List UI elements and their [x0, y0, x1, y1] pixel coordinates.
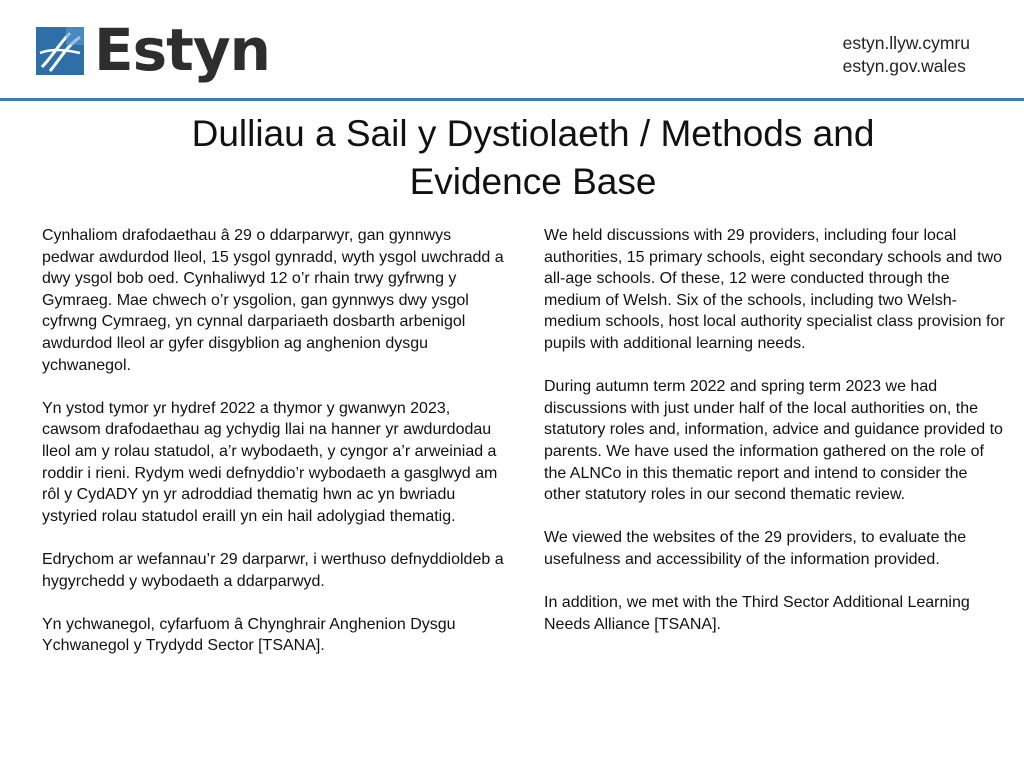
- header-divider: [0, 98, 1024, 101]
- welsh-paragraph: Cynhaliom drafodaethau â 29 o ddarparwyr, gan gynnwys pedwar awdurdod lleol, 15 ysgol gynradd, wyth ysgol uwchradd a dwy ysgol bob oed. Cynhaliwyd 12 o’r rhain trwy gyfrwng y Gymraeg. Mae chwech o’r ysgolion, gan gynnwys dwy ysgol cyfrwng Cymraeg, yn cynnal darpariaeth dosbarth arbenigol awdurdod lleol ar gyfer disgyblion ag anghenion dysgu ychwanegol.: [42, 227, 504, 374]
- page-title-line-2: Evidence Base: [409, 161, 657, 202]
- header: [0, 0, 1024, 100]
- estyn-logo[interactable]: [36, 16, 270, 86]
- english-paragraph: In addition, we met with the Third Sector Additional Learning Needs Alliance [TSANA].: [544, 594, 970, 633]
- estyn-logo-mark-icon: [36, 27, 84, 75]
- site-urls: [843, 32, 970, 78]
- english-paragraph: We held discussions with 29 providers, including four local authorities, 15 primary schools, eight secondary schools and two all-age schools. Of these, 12 were conducted through the medium of Welsh. Six of the schools, including two Welsh-medium schools, host local authority specialist class provision for pupils with additional learning needs.: [544, 227, 1005, 352]
- url-welsh[interactable]: estyn.llyw.cymru: [842, 33, 970, 53]
- page-title: [100, 110, 966, 206]
- welsh-paragraph: Yn ystod tymor yr hydref 2022 a thymor y gwanwyn 2023, cawsom drafodaethau ag ychydig llai na hanner yr awdurdodau lleol am y rolau statudol, a’r wybodaeth, y cyngor a’r arweiniad a roddir i rieni. Rydym wedi defnyddio’r wybodaeth a gasglwyd am rôl y CydADY yn yr adroddiad thematig hwn ac yn bwriadu ystyried rolau statudol eraill yn ein hail adolygiad thematig.: [42, 399, 498, 525]
- brand-name: Estyn: [94, 16, 270, 84]
- english-paragraph: We viewed the websites of the 29 providers, to evaluate the usefulness and accessibility of the information provided.: [544, 529, 967, 568]
- english-column: [544, 225, 1006, 657]
- english-paragraph: During autumn term 2022 and spring term 2023 we had discussions with just under half of the local authorities on, the statutory roles and, information, advice and guidance provided to parents. We have used the information gathered on the role of the ALNCo in this thematic report and intend to consider the other statutory roles in our second thematic review.: [544, 378, 1003, 504]
- welsh-paragraph: Yn ychwanegol, cyfarfuom â Chynghrair Anghenion Dysgu Ychwanegol y Trydydd Sector [TSANA].: [42, 615, 456, 655]
- welsh-column: [42, 225, 508, 678]
- page-title-line-1: Dulliau a Sail y Dystiolaeth / Methods and: [191, 113, 875, 154]
- welsh-paragraph: Edrychom ar wefannau’r 29 darparwr, i werthuso defnyddioldeb a hygyrchedd y wybodaeth a ddarparwyd.: [42, 550, 504, 590]
- url-english[interactable]: estyn.gov.wales: [842, 56, 966, 76]
